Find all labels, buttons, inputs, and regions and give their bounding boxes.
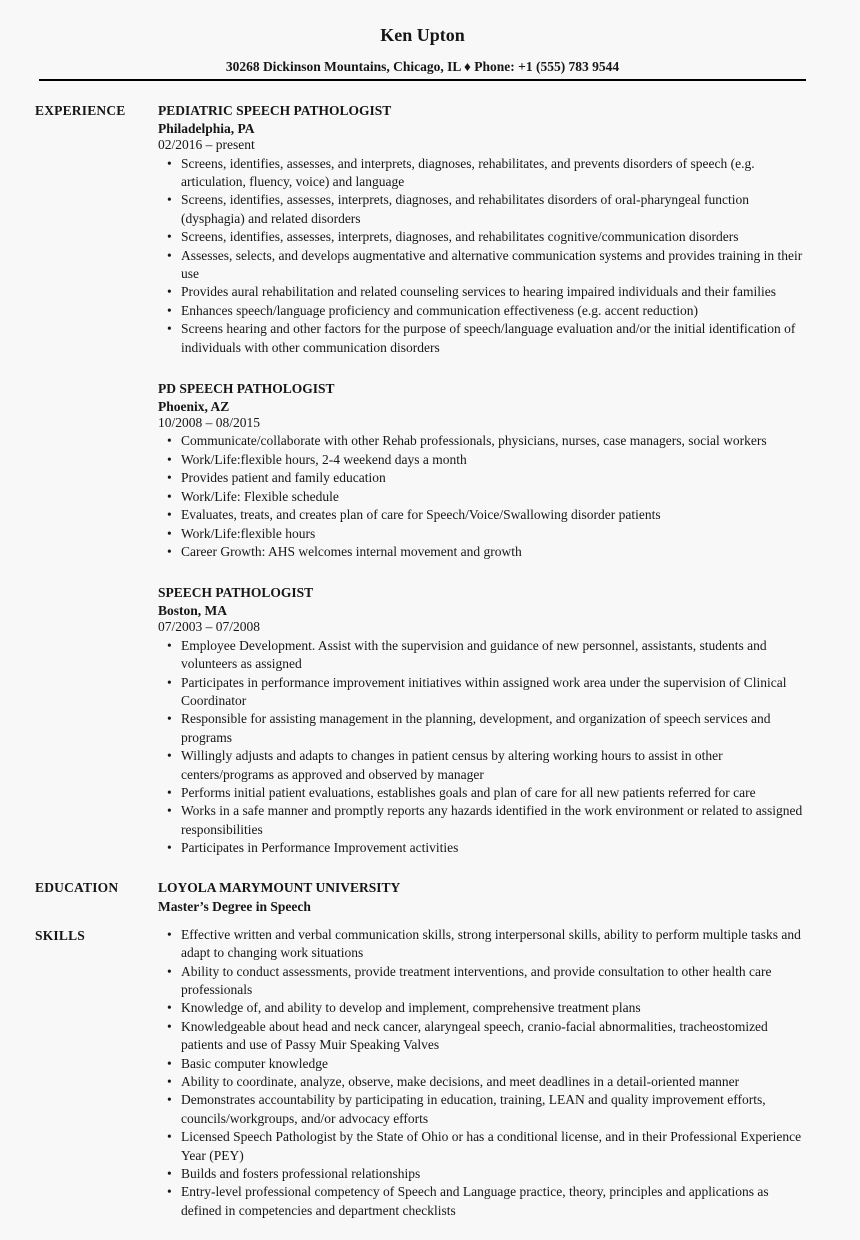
bullet-item: • Ability to conduct assessments, provide treatment interventions, and provide consultation to other health care professionals: [158, 963, 806, 1000]
job-location: Phoenix, AZ: [158, 398, 230, 414]
section-experience: [35, 101, 860, 858]
job-bullets: [158, 432, 806, 561]
education-school: LOYOLA MARYMOUNT UNIVERSITY: [158, 879, 401, 895]
bullet-item: • Ability to coordinate, analyze, observe, make decisions, and meet deadlines in a detail-oriented manner: [158, 1073, 806, 1091]
bullet-item: • Works in a safe manner and promptly reports any hazards identified in the work environment or related to assigned responsibilities: [158, 802, 806, 839]
bullet-item: • Screens, identifies, assesses, and interprets, diagnoses, rehabilitates, and prevents disorders of speech (e.g. articulation, fluency, voice) and language: [158, 155, 806, 192]
bullet-item: • Employee Development. Assist with the supervision and guidance of new personnel, assistants, students and volunteers as assigned: [158, 637, 806, 674]
bullet-item: • Work/Life:flexible hours: [158, 525, 806, 543]
job-dates: 07/2003 – 07/2008: [158, 619, 261, 635]
bullet-item: • Responsible for assisting management in the planning, development, and organization of speech services and programs: [158, 710, 806, 747]
job-title: SPEECH PATHOLOGIST: [158, 585, 314, 601]
bullet-item: • Screens hearing and other factors for the purpose of speech/language evaluation and/or the initial identification of individuals with other communication disorders: [158, 320, 806, 357]
section-label-education: EDUCATION: [35, 879, 119, 895]
bullet-item: • Entry-level professional competency of Speech and Language practice, theory, principles and applications as defined in competencies and department checklists: [158, 1183, 806, 1220]
bullet-item: • Screens, identifies, assesses, interprets, diagnoses, and rehabilitates disorders of oral-pharyngeal function (dysphagia) and related disorders: [158, 191, 806, 228]
job-bullets: [158, 637, 806, 858]
contact-line: 30268 Dickinson Mountains, Chicago, IL ♦ Phone: +1 (555) 783 9544: [225, 59, 620, 74]
bullet-item: • Participates in Performance Improvement activities: [158, 839, 806, 857]
bullet-item: • Knowledge of, and ability to develop and implement, comprehensive treatment plans: [158, 999, 806, 1017]
header-divider: [39, 79, 806, 81]
job-title: PD SPEECH PATHOLOGIST: [158, 380, 335, 396]
job-bullets: [158, 155, 806, 357]
skills-list: [158, 926, 806, 1221]
education-degree: Master’s Degree in Speech: [158, 898, 311, 914]
bullet-item: • Evaluates, treats, and creates plan of care for Speech/Voice/Swallowing disorder patients: [158, 506, 806, 524]
bullet-item: • Assesses, selects, and develops augmentative and alternative communication systems and provides training in their use: [158, 247, 806, 284]
bullet-item: • Builds and fosters professional relationships: [158, 1165, 806, 1183]
job-entry: [158, 379, 806, 561]
bullet-item: • Willingly adjusts and adapts to changes in patient census by altering working hours to assist in other centers/programs as approved and observed by manager: [158, 747, 806, 784]
job-title: PEDIATRIC SPEECH PATHOLOGIST: [158, 103, 392, 118]
bullet-item: • Communicate/collaborate with other Rehab professionals, physicians, nurses, case managers, social workers: [158, 432, 806, 450]
resume-header: [39, 24, 806, 81]
bullet-item: • Performs initial patient evaluations, establishes goals and plan of care for all new patients referred for care: [158, 784, 806, 802]
job-entry: [158, 101, 806, 357]
bullet-item: • Licensed Speech Pathologist by the State of Ohio or has a conditional license, and in their Professional Experience Year (PEY): [158, 1128, 806, 1165]
bullet-item: • Work/Life:flexible hours, 2-4 weekend days a month: [158, 451, 806, 469]
experience-jobs: [158, 101, 806, 858]
section-label-skills: SKILLS: [35, 927, 85, 943]
bullet-item: • Participates in performance improvement initiatives within assigned work area under the supervision of Clinical Coordinator: [158, 674, 806, 711]
bullet-item: • Career Growth: AHS welcomes internal movement and growth: [158, 543, 806, 561]
job-dates: 02/2016 – present: [158, 137, 255, 152]
bullet-item: • Work/Life: Flexible schedule: [158, 488, 806, 506]
person-name: Ken Upton: [380, 25, 465, 45]
bullet-item: • Knowledgeable about head and neck cancer, alaryngeal speech, cranio-facial abnormalities, tracheostomized patients and use of Passy Muir Speaking Valves: [158, 1018, 806, 1055]
bullet-item: • Basic computer knowledge: [158, 1055, 806, 1073]
section-skills: [35, 926, 860, 1221]
job-location: Philadelphia, PA: [158, 121, 255, 136]
job-location: Boston, MA: [158, 603, 228, 619]
bullet-item: • Effective written and verbal communication skills, strong interpersonal skills, ability to perform multiple tasks and adapt to changing work situations: [158, 926, 806, 963]
job-entry: [158, 583, 806, 857]
job-dates: 10/2008 – 08/2015: [158, 414, 261, 430]
bullet-item: • Provides aural rehabilitation and related counseling services to hearing impaired individuals and their families: [158, 283, 806, 301]
section-label-experience: EXPERIENCE: [35, 103, 126, 118]
section-education: [35, 878, 860, 916]
bullet-item: • Provides patient and family education: [158, 469, 806, 487]
bullet-item: • Enhances speech/language proficiency and communication effectiveness (e.g. accent reduction): [158, 302, 806, 320]
bullet-item: • Demonstrates accountability by participating in education, training, LEAN and quality improvement efforts, councils/workgroups, and/or advocacy efforts: [158, 1091, 806, 1128]
bullet-item: • Screens, identifies, assesses, interprets, diagnoses, and rehabilitates cognitive/communication disorders: [158, 228, 806, 246]
